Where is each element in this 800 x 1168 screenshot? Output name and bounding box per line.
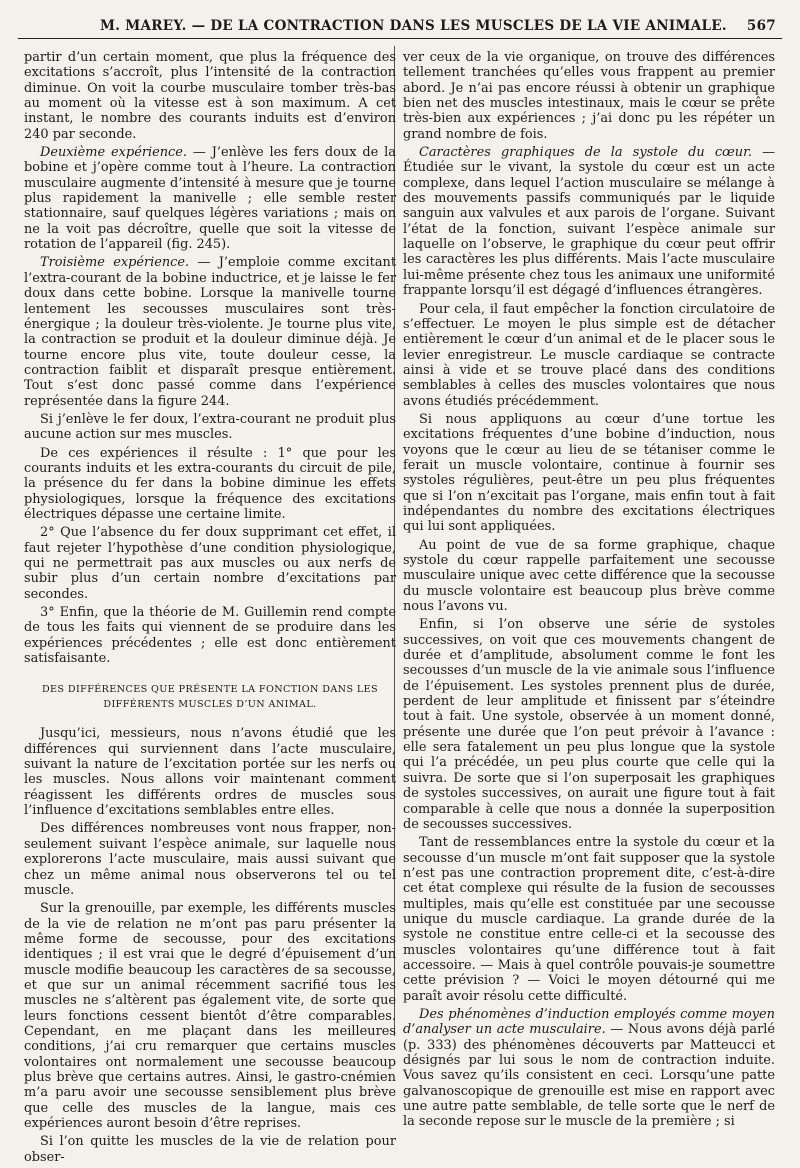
paragraph: Enfin, si l’on observe une série de systoles successives, on voit que ces mouvements changent de durée et d’amplitude, absolument comme le font les secousses d’un muscle de la vie animale sous l’influence de l’épuisement. Les systoles prennent plus de durée, perdent de leur amplitude et finissent par s’éteindre tout à fait. Une systole, observée à un moment donné, présente une durée que l’on peut prévoir à l’avance : elle sera fatalement un peu plus longue que la systole qui l’a précédée, un peu plus courte que celle qui la suivra. De sorte que si l’on superposait les graphiques de systoles successives, on aurait une figure tout à fait comparable à celle que nous a donnée la superposition de secousses successives. — [403, 617, 775, 832]
paragraph-text: — J’emploie comme excitant l’extra-courant de la bobine inductrice, et je laisse le fer doux dans cette bobine. Lorsque la manivelle tourne lentement les secousses musculaires sont très-énergique ; la douleur très-violente. Je tourne plus vite, la contraction se produit et la douleur diminue déjà. Je tourne encore plus vite, toute douleur cesse, la contraction faiblit et disparaît presque entièrement. Tout s’est donc passé comme dans l’expérience représentée dans la figure 244. — [24, 255, 396, 409]
paragraph-lead: Caractères graphiques de la systole du cœur. — [419, 145, 752, 161]
paragraph-lead: Troisième expérience. — [40, 255, 190, 271]
section-title: DES DIFFÉRENCES QUE PRÉSENTE LA FONCTION DANS LES DIFFÉRENTS MUSCLES D’UN ANIMAL. — [41, 684, 379, 711]
paragraph: Si j’enlève le fer doux, l’extra-courant ne produit plus aucune action sur mes muscles. — [24, 411, 396, 443]
page-number: 567 — [746, 18, 776, 34]
paragraph-lead: Deuxième expérience. — [40, 145, 187, 161]
paragraph — [24, 255, 396, 408]
paragraph: Au point de vue de sa forme graphique, chaque systole du cœur rappelle parfaitement une secousse musculaire unique avec cette différence que la secousse du muscle volontaire est beaucoup plus brève comme nous l’avons vu. — [403, 537, 775, 615]
paragraph — [403, 1007, 775, 1130]
running-header — [18, 14, 782, 39]
paragraph: Jusqu’ici, messieurs, nous n’avons étudié que les différences qui surviennent dans l’acte musculaire, suivant la nature de l’excitation portée sur les nerfs ou les muscles. Nous allons voir maintenant comment réagissent les différents ordres de muscles sous l’influence d’excitations semblables entre elles. — [24, 726, 396, 819]
paragraph: Des différences nombreuses vont nous frapper, non-seulement suivant l’espèce animale, sur laquelle nous explorerons l’acte musculaire, mais aussi suivant que chez un même animal nous observerons tel ou tel muscle. — [24, 821, 396, 898]
paragraph: Sur la grenouille, par exemple, les différents muscles de la vie de relation ne m’ont pas paru présenter la même forme de secousse, pour des excitations identiques ; il est vrai que le degré d’épuisement d’un muscle modifie beaucoup les caractères de sa secousse, et que sur un animal récemment sacrifié tous les muscles ne s’altèrent pas également vite, de sorte que leurs fonctions cessent bientôt d’être comparables. Cependant, en me plaçant dans les meilleures conditions, j’ai cru remarquer que certains muscles volontaires ont normalement une secousse beaucoup plus brève que certains autres. Ainsi, le gastro-cnémien m’a paru avoir une secousse sensiblement plus brève que celle des muscles de la langue, mais ces expériences auront besoin d’être reprises. — [24, 901, 396, 1131]
paragraph-text: — Nous avons déjà parlé (p. 333) des phénomènes découverts par Matteucci et désignés par lui sous le nom de contraction induite. Vous savez qu’ils consistent en ceci. Lorsqu’une patte galvanoscopique de grenouille est mise en rapport avec une autre patte semblable, de telle sorte que le nerf de la seconde repose sur le muscle de la première ; si — [403, 1022, 775, 1130]
paragraph — [403, 145, 775, 298]
paragraph: Si l’on quitte les muscles de la vie de relation pour obser- — [24, 1134, 396, 1165]
left-column — [24, 50, 396, 1168]
paragraph-text: — Étudiée sur le vivant, la systole du cœur est un acte complexe, dans lequel l’action musculaire se mélange à des mouvements passifs communiqués par le liquide sanguin aux valvules et aux parois de l’organe. Suivant l’état de la fonction, suivant l’espèce animale sur laquelle on l’observe, le graphique du cœur peut offrir les caractères les plus différents. Mais l’acte musculaire lui-même présente chez tous les animaux une uniformité frappante lorsqu’il est dégagé d’influences étrangères. — [403, 145, 775, 299]
paragraph: 3° Enfin, que la théorie de M. Guillemin rend compte de tous les faits qui viennent de se produire dans les expériences précédentes ; elle est donc entièrement satisfaisante. — [24, 605, 396, 667]
paragraph: Pour cela, il faut empêcher la fonction circulatoire de s’effectuer. Le moyen le plus simple est de détacher entièrement le cœur d’un animal et de le placer sous le levier enregistreur. Le muscle cardiaque se contracte ainsi à vide et se trouve placé dans des conditions semblables à celles des muscles volontaires que nous avons étudiés précédemment. — [403, 301, 775, 409]
paragraph: Si nous appliquons au cœur d’une tortue les excitations fréquentes d’une bobine d’induction, nous voyons que le cœur au lieu de se tétaniser comme le ferait un muscle volontaire, continue à fournir ses systoles régulières, peut-être un peu plus fréquentes que si l’on n’excitait pas l’organe, mais enfin tout à fait indépendantes du nombre des excitations électriques qui lui sont appliquées. — [403, 411, 775, 535]
paragraph: Tant de ressemblances entre la systole du cœur et la secousse d’un muscle m’ont fait supposer que la systole n’est pas une contraction proprement dite, c’est-à-dire cet état complexe qui résulte de la fusion de secousses multiples, mais qu’elle est constituée par une secousse unique du muscle cardiaque. La grande durée de la systole ne constitue entre celle-ci et la secousse des muscles volontaires qu’une différence tout à fait accessoire. — Mais à quel contrôle pouvais-je soumettre cette prévision ? — Voici le moyen détourné qui me paraît avoir résolu cette difficulté. — [403, 835, 775, 1004]
paragraph: partir d’un certain moment, que plus la fréquence des excitations s’accroît, plus l’intensité de la contraction diminue. On voit la courbe musculaire tomber très-bas au moment où la vitesse est à son maximum. A cet instant, le nombre des courants induits est d’environ 240 par seconde. — [24, 50, 396, 142]
paragraph-text: — J’enlève les fers doux de la bobine et j’opère comme tout à l’heure. La contraction musculaire augmente d’intensité à mesure que je tourne plus rapidement la manivelle ; elle semble rester stationnaire, sauf quelques légères variations ; mais on ne la voit pas décroître, quelle que soit la vitesse de rotation de l’appareil (fig. 245). — [24, 145, 396, 253]
paragraph-lead: Des phénomènes d’induction employés comme moyen d’analyser un acte musculaire. — [403, 1006, 775, 1038]
paragraph: 2° Que l’absence du fer doux supprimant cet effet, il faut rejeter l’hypothèse d’une condition physiologique, qui ne permettrait pas aux muscles ou aux nerfs de subir plus d’un certain nombre d’excitations par secondes. — [24, 525, 396, 602]
running-title: M. MAREY. — DE LA CONTRACTION DANS LES MUSCLES DE LA VIE ANIMALE. — [100, 18, 727, 34]
paragraph — [24, 145, 396, 252]
paragraph: ver ceux de la vie organique, on trouve des différences tellement tranchées qu’elles vous frappent au premier abord. Je n’ai pas encore réussi à obtenir un graphique bien net des muscles intestinaux, mais le cœur se prête très-bien aux expériences ; j’ai donc pu les répéter un grand nombre de fois. — [403, 50, 775, 142]
paragraph: De ces expériences il résulte : 1° que pour les courants induits et les extra-courants du circuit de pile, la présence du fer dans la bobine diminue les effets physiologiques, lorsque la fréquence des excitations électriques dépasse une certaine limite. — [24, 445, 396, 522]
right-column — [403, 50, 775, 1133]
